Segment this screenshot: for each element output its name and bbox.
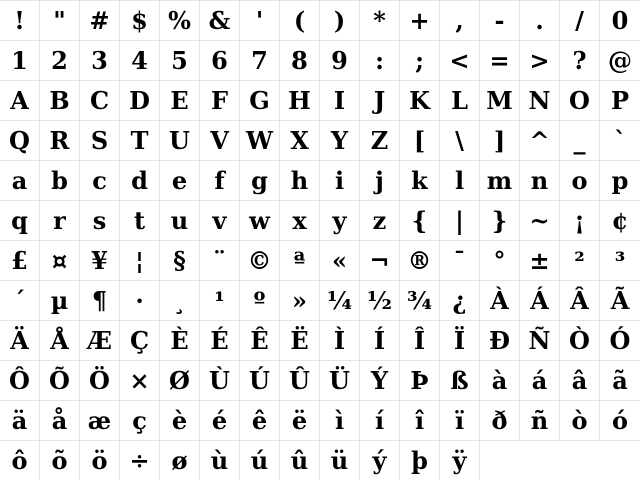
glyph-cell[interactable]: é bbox=[200, 401, 240, 441]
glyph-cell[interactable]: ë bbox=[280, 401, 320, 441]
glyph-cell[interactable]: ï bbox=[440, 401, 480, 441]
glyph-cell[interactable]: l bbox=[440, 161, 480, 201]
glyph-cell[interactable]: s bbox=[80, 201, 120, 241]
glyph-cell[interactable]: 7 bbox=[240, 41, 280, 81]
glyph-cell[interactable]: > bbox=[520, 41, 560, 81]
glyph-cell[interactable]: b bbox=[40, 161, 80, 201]
glyph-cell[interactable]: Ï bbox=[440, 321, 480, 361]
glyph-cell[interactable]: & bbox=[200, 1, 240, 41]
glyph-cell[interactable]: æ bbox=[80, 401, 120, 441]
glyph-cell[interactable]: : bbox=[360, 41, 400, 81]
glyph-cell[interactable]: Ò bbox=[560, 321, 600, 361]
glyph-cell[interactable]: · bbox=[120, 281, 160, 321]
glyph-cell[interactable]: Ñ bbox=[520, 321, 560, 361]
glyph-cell[interactable]: è bbox=[160, 401, 200, 441]
glyph-cell[interactable]: ! bbox=[0, 1, 40, 41]
glyph-cell[interactable]: þ bbox=[400, 441, 440, 480]
glyph-cell[interactable]: G bbox=[240, 81, 280, 121]
glyph-cell[interactable]: À bbox=[480, 281, 520, 321]
glyph-cell[interactable]: 4 bbox=[120, 41, 160, 81]
glyph-cell[interactable]: ù bbox=[200, 441, 240, 480]
glyph-cell[interactable]: Ð bbox=[480, 321, 520, 361]
glyph-cell[interactable]: . bbox=[520, 1, 560, 41]
glyph-cell[interactable]: Ç bbox=[120, 321, 160, 361]
glyph-cell[interactable]: ñ bbox=[520, 401, 560, 441]
glyph-cell[interactable]: © bbox=[240, 241, 280, 281]
glyph-cell[interactable]: Â bbox=[560, 281, 600, 321]
glyph-cell[interactable]: µ bbox=[40, 281, 80, 321]
glyph-cell[interactable]: * bbox=[360, 1, 400, 41]
glyph-cell[interactable]: H bbox=[280, 81, 320, 121]
glyph-cell[interactable]: È bbox=[160, 321, 200, 361]
glyph-cell[interactable]: ä bbox=[0, 401, 40, 441]
glyph-cell[interactable]: Ó bbox=[600, 321, 640, 361]
glyph-cell[interactable]: ' bbox=[240, 1, 280, 41]
glyph-cell[interactable]: D bbox=[120, 81, 160, 121]
glyph-cell[interactable]: ú bbox=[240, 441, 280, 480]
glyph-cell[interactable]: [ bbox=[400, 121, 440, 161]
glyph-cell[interactable]: c bbox=[80, 161, 120, 201]
glyph-cell[interactable]: Ä bbox=[0, 321, 40, 361]
glyph-cell[interactable]: L bbox=[440, 81, 480, 121]
glyph-cell[interactable]: n bbox=[520, 161, 560, 201]
glyph-cell[interactable]: o bbox=[560, 161, 600, 201]
glyph-cell[interactable]: N bbox=[520, 81, 560, 121]
glyph-cell[interactable]: Ý bbox=[360, 361, 400, 401]
glyph-cell[interactable]: u bbox=[160, 201, 200, 241]
glyph-cell[interactable]: Y bbox=[320, 121, 360, 161]
glyph-cell[interactable]: É bbox=[200, 321, 240, 361]
glyph-cell[interactable]: ] bbox=[480, 121, 520, 161]
glyph-cell[interactable]: ¹ bbox=[200, 281, 240, 321]
glyph-cell[interactable]: ã bbox=[600, 361, 640, 401]
glyph-cell[interactable]: à bbox=[480, 361, 520, 401]
glyph-cell[interactable]: Ë bbox=[280, 321, 320, 361]
glyph-cell[interactable]: m bbox=[480, 161, 520, 201]
glyph-cell[interactable]: Õ bbox=[40, 361, 80, 401]
glyph-cell[interactable]: ý bbox=[360, 441, 400, 480]
glyph-cell[interactable]: K bbox=[400, 81, 440, 121]
glyph-cell[interactable]: ó bbox=[600, 401, 640, 441]
glyph-cell[interactable]: a bbox=[0, 161, 40, 201]
glyph-cell[interactable]: g bbox=[240, 161, 280, 201]
glyph-cell[interactable]: ¼ bbox=[320, 281, 360, 321]
glyph-cell[interactable]: ø bbox=[160, 441, 200, 480]
glyph-cell[interactable]: Q bbox=[0, 121, 40, 161]
glyph-cell[interactable]: P bbox=[600, 81, 640, 121]
glyph-cell[interactable]: , bbox=[440, 1, 480, 41]
glyph-cell[interactable]: á bbox=[520, 361, 560, 401]
glyph-cell[interactable]: ~ bbox=[520, 201, 560, 241]
glyph-cell[interactable]: ¦ bbox=[120, 241, 160, 281]
glyph-cell[interactable]: R bbox=[40, 121, 80, 161]
glyph-cell[interactable]: Å bbox=[40, 321, 80, 361]
glyph-cell[interactable]: ¤ bbox=[40, 241, 80, 281]
glyph-cell[interactable]: J bbox=[360, 81, 400, 121]
glyph-cell[interactable]: Á bbox=[520, 281, 560, 321]
glyph-cell[interactable]: B bbox=[40, 81, 80, 121]
glyph-cell[interactable]: - bbox=[480, 1, 520, 41]
glyph-cell[interactable]: ± bbox=[520, 241, 560, 281]
glyph-cell[interactable]: < bbox=[440, 41, 480, 81]
glyph-cell[interactable]: î bbox=[400, 401, 440, 441]
glyph-cell[interactable]: { bbox=[400, 201, 440, 241]
glyph-cell[interactable]: $ bbox=[120, 1, 160, 41]
glyph-cell[interactable]: X bbox=[280, 121, 320, 161]
glyph-cell[interactable]: ç bbox=[120, 401, 160, 441]
glyph-cell[interactable]: ® bbox=[400, 241, 440, 281]
glyph-cell[interactable]: £ bbox=[0, 241, 40, 281]
glyph-cell[interactable]: û bbox=[280, 441, 320, 480]
glyph-cell[interactable]: « bbox=[320, 241, 360, 281]
glyph-cell[interactable]: Z bbox=[360, 121, 400, 161]
glyph-cell[interactable]: ¬ bbox=[360, 241, 400, 281]
glyph-cell[interactable]: ¥ bbox=[80, 241, 120, 281]
glyph-cell[interactable]: S bbox=[80, 121, 120, 161]
glyph-cell[interactable]: ê bbox=[240, 401, 280, 441]
glyph-cell[interactable]: Ã bbox=[600, 281, 640, 321]
glyph-cell[interactable]: t bbox=[120, 201, 160, 241]
glyph-cell[interactable]: ¸ bbox=[160, 281, 200, 321]
glyph-cell[interactable]: ß bbox=[440, 361, 480, 401]
glyph-cell[interactable]: ; bbox=[400, 41, 440, 81]
glyph-cell[interactable]: A bbox=[0, 81, 40, 121]
glyph-cell[interactable]: ³ bbox=[600, 241, 640, 281]
glyph-cell[interactable]: Ù bbox=[200, 361, 240, 401]
glyph-cell[interactable]: 3 bbox=[80, 41, 120, 81]
glyph-cell[interactable]: í bbox=[360, 401, 400, 441]
glyph-cell[interactable]: ö bbox=[80, 441, 120, 480]
glyph-cell[interactable]: 8 bbox=[280, 41, 320, 81]
glyph-cell[interactable]: 9 bbox=[320, 41, 360, 81]
glyph-cell[interactable]: ª bbox=[280, 241, 320, 281]
glyph-cell[interactable]: = bbox=[480, 41, 520, 81]
glyph-cell[interactable]: q bbox=[0, 201, 40, 241]
glyph-cell[interactable]: f bbox=[200, 161, 240, 201]
glyph-cell[interactable]: Ø bbox=[160, 361, 200, 401]
glyph-cell[interactable]: M bbox=[480, 81, 520, 121]
glyph-cell[interactable]: ( bbox=[280, 1, 320, 41]
glyph-cell[interactable]: ÷ bbox=[120, 441, 160, 480]
glyph-cell[interactable]: ¶ bbox=[80, 281, 120, 321]
glyph-cell[interactable]: y bbox=[320, 201, 360, 241]
glyph-cell[interactable]: Ü bbox=[320, 361, 360, 401]
glyph-cell[interactable]: 5 bbox=[160, 41, 200, 81]
glyph-cell[interactable]: 2 bbox=[40, 41, 80, 81]
glyph-cell[interactable]: ² bbox=[560, 241, 600, 281]
glyph-cell[interactable]: j bbox=[360, 161, 400, 201]
glyph-cell[interactable]: F bbox=[200, 81, 240, 121]
glyph-cell[interactable]: ` bbox=[600, 121, 640, 161]
glyph-cell[interactable]: ) bbox=[320, 1, 360, 41]
glyph-cell[interactable]: ´ bbox=[0, 281, 40, 321]
glyph-cell[interactable]: ÿ bbox=[440, 441, 480, 480]
character-grid bbox=[0, 1, 640, 480]
glyph-cell[interactable]: Þ bbox=[400, 361, 440, 401]
glyph-cell[interactable]: d bbox=[120, 161, 160, 201]
glyph-cell[interactable]: ¢ bbox=[600, 201, 640, 241]
glyph-cell[interactable]: ½ bbox=[360, 281, 400, 321]
glyph-cell[interactable]: w bbox=[240, 201, 280, 241]
glyph-cell[interactable]: W bbox=[240, 121, 280, 161]
glyph-cell[interactable]: _ bbox=[560, 121, 600, 161]
glyph-cell[interactable]: % bbox=[160, 1, 200, 41]
glyph-cell[interactable]: C bbox=[80, 81, 120, 121]
glyph-cell[interactable]: ì bbox=[320, 401, 360, 441]
glyph-cell[interactable]: + bbox=[400, 1, 440, 41]
glyph-cell[interactable]: º bbox=[240, 281, 280, 321]
glyph-cell[interactable]: ^ bbox=[520, 121, 560, 161]
glyph-cell[interactable]: ¨ bbox=[200, 241, 240, 281]
glyph-cell[interactable]: » bbox=[280, 281, 320, 321]
glyph-cell[interactable]: ô bbox=[0, 441, 40, 480]
glyph-cell[interactable]: ò bbox=[560, 401, 600, 441]
glyph-cell[interactable]: @ bbox=[600, 41, 640, 81]
glyph-cell[interactable]: ü bbox=[320, 441, 360, 480]
glyph-cell[interactable]: Í bbox=[360, 321, 400, 361]
glyph-cell[interactable]: 1 bbox=[0, 41, 40, 81]
glyph-cell[interactable]: ð bbox=[480, 401, 520, 441]
glyph-cell[interactable]: # bbox=[80, 1, 120, 41]
glyph-cell[interactable]: V bbox=[200, 121, 240, 161]
glyph-cell[interactable]: v bbox=[200, 201, 240, 241]
glyph-cell[interactable]: z bbox=[360, 201, 400, 241]
glyph-cell[interactable]: E bbox=[160, 81, 200, 121]
glyph-cell[interactable]: Ì bbox=[320, 321, 360, 361]
glyph-cell[interactable]: I bbox=[320, 81, 360, 121]
glyph-cell[interactable]: U bbox=[160, 121, 200, 161]
glyph-cell[interactable]: Ô bbox=[0, 361, 40, 401]
glyph-cell[interactable]: Ú bbox=[240, 361, 280, 401]
glyph-cell[interactable]: § bbox=[160, 241, 200, 281]
glyph-cell[interactable]: x bbox=[280, 201, 320, 241]
glyph-cell[interactable]: i bbox=[320, 161, 360, 201]
glyph-cell[interactable]: × bbox=[120, 361, 160, 401]
glyph-cell[interactable]: O bbox=[560, 81, 600, 121]
glyph-cell[interactable]: T bbox=[120, 121, 160, 161]
glyph-cell[interactable]: h bbox=[280, 161, 320, 201]
glyph-cell[interactable]: Ö bbox=[80, 361, 120, 401]
glyph-cell[interactable]: e bbox=[160, 161, 200, 201]
glyph-cell[interactable]: ¯ bbox=[440, 241, 480, 281]
glyph-cell[interactable]: ¿ bbox=[440, 281, 480, 321]
glyph-cell[interactable]: ? bbox=[560, 41, 600, 81]
glyph-cell[interactable]: â bbox=[560, 361, 600, 401]
glyph-cell[interactable]: Û bbox=[280, 361, 320, 401]
glyph-cell[interactable]: 0 bbox=[600, 1, 640, 41]
glyph-cell[interactable]: r bbox=[40, 201, 80, 241]
glyph-cell[interactable]: \ bbox=[440, 121, 480, 161]
glyph-cell[interactable]: } bbox=[480, 201, 520, 241]
glyph-cell[interactable]: ¡ bbox=[560, 201, 600, 241]
glyph-cell[interactable]: å bbox=[40, 401, 80, 441]
glyph-cell[interactable]: 6 bbox=[200, 41, 240, 81]
glyph-cell[interactable]: | bbox=[440, 201, 480, 241]
glyph-cell[interactable]: Î bbox=[400, 321, 440, 361]
glyph-cell[interactable]: " bbox=[40, 1, 80, 41]
glyph-cell[interactable]: k bbox=[400, 161, 440, 201]
glyph-cell[interactable]: õ bbox=[40, 441, 80, 480]
glyph-cell[interactable]: Ê bbox=[240, 321, 280, 361]
glyph-cell[interactable]: / bbox=[560, 1, 600, 41]
glyph-cell[interactable]: ¾ bbox=[400, 281, 440, 321]
glyph-cell[interactable]: p bbox=[600, 161, 640, 201]
glyph-cell[interactable]: Æ bbox=[80, 321, 120, 361]
glyph-cell[interactable]: ° bbox=[480, 241, 520, 281]
